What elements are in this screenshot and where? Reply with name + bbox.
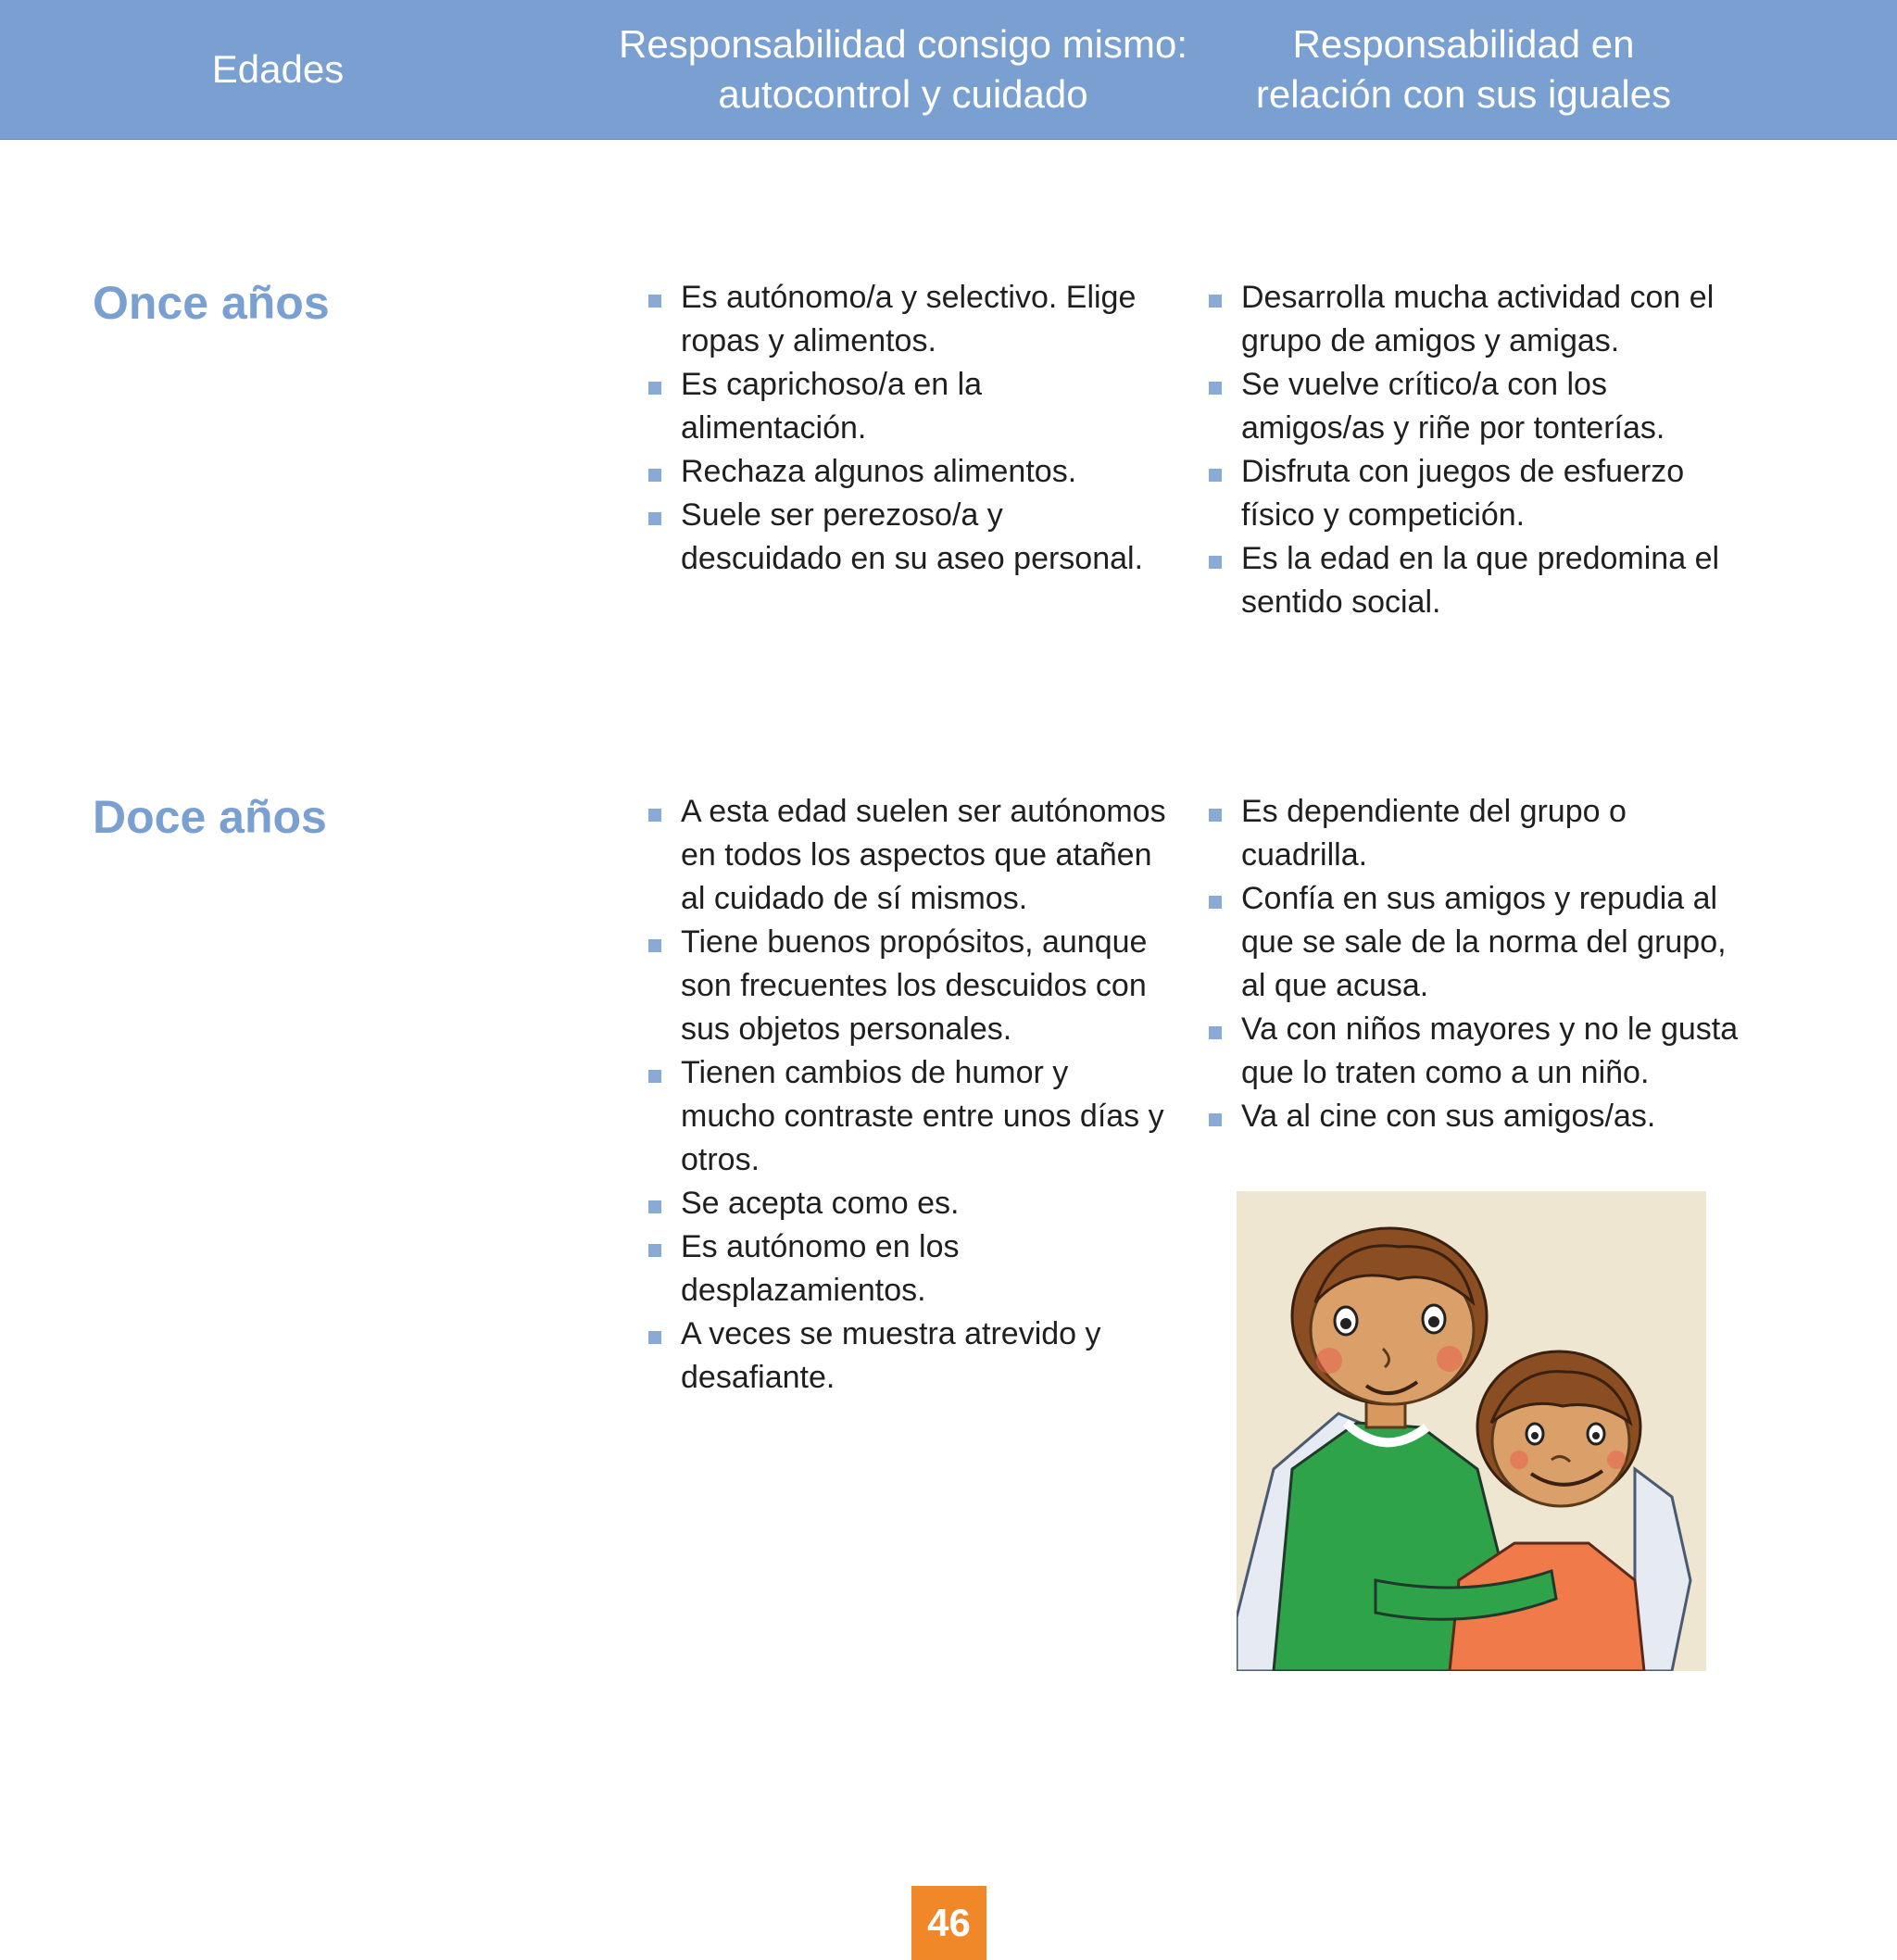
square-bullet-icon	[1209, 556, 1222, 569]
square-bullet-icon	[648, 1244, 661, 1257]
pupil-shape	[1340, 1318, 1351, 1329]
list-item: Es la edad en la que predomina el sentido social.	[1209, 537, 1746, 624]
square-bullet-icon	[648, 939, 661, 952]
list-item: Tienen cambios de humor y mucho contraste entre unos días y otros.	[648, 1051, 1167, 1182]
square-bullet-icon	[1209, 809, 1222, 822]
square-bullet-icon	[648, 1070, 661, 1083]
list-peers-eleven	[1209, 276, 1746, 624]
list-item: Confía en sus amigos y repudia al que se sale de la norma del grupo, al que acusa.	[1209, 877, 1746, 1008]
list-item: Va al cine con sus amigos/as.	[1209, 1095, 1746, 1138]
square-bullet-icon	[648, 295, 661, 308]
square-bullet-icon	[1209, 295, 1222, 308]
list-item: Tiene buenos propósitos, aunque son frecuentes los descuidos con sus objetos personales.	[648, 921, 1167, 1051]
age-title-twelve: Doce años	[93, 791, 327, 843]
header-col-peer-responsibility: Responsabilidad en relación con sus iguales	[1255, 22, 1672, 116]
list-self-eleven	[648, 276, 1167, 581]
children-hug-illustration	[1237, 1191, 1706, 1671]
list-item: A esta edad suelen ser autónomos en todos los aspectos que atañen al cuidado de sí mismos.	[648, 790, 1167, 921]
cheek-shape	[1316, 1348, 1342, 1374]
age-title-eleven: Once años	[93, 277, 330, 329]
square-bullet-icon	[648, 382, 661, 395]
list-peers-twelve	[1209, 790, 1746, 1138]
list-item: Es autónomo/a y selectivo. Elige ropas y alimentos.	[648, 276, 1167, 363]
square-bullet-icon	[1209, 1113, 1222, 1126]
pupil-shape	[1428, 1316, 1439, 1327]
cheek-shape	[1607, 1451, 1626, 1469]
table-header	[0, 0, 1897, 140]
list-item: Es dependiente del grupo o cuadrilla.	[1209, 790, 1746, 877]
page-number: 46	[911, 1886, 986, 1960]
cheek-shape	[1510, 1451, 1528, 1469]
pupil-shape	[1531, 1432, 1539, 1439]
cheek-shape	[1437, 1346, 1463, 1372]
square-bullet-icon	[1209, 382, 1222, 395]
square-bullet-icon	[648, 1331, 661, 1344]
list-item: Disfruta con juegos de esfuerzo físico y competición.	[1209, 450, 1746, 537]
square-bullet-icon	[648, 1200, 661, 1213]
list-item: A veces se muestra atrevido y desafiante.	[648, 1313, 1167, 1400]
pupil-shape	[1592, 1432, 1600, 1439]
square-bullet-icon	[1209, 469, 1222, 482]
square-bullet-icon	[1209, 896, 1222, 909]
header-col-ages: Edades	[211, 47, 345, 91]
square-bullet-icon	[648, 469, 661, 482]
square-bullet-icon	[1209, 1026, 1222, 1039]
list-item: Se vuelve crítico/a con los amigos/as y riñe por tonterías.	[1209, 363, 1746, 450]
list-item: Desarrolla mucha actividad con el grupo de amigos y amigas.	[1209, 276, 1746, 363]
list-item: Suele ser perezoso/a y descuidado en su aseo personal.	[648, 494, 1167, 581]
list-item: Rechaza algunos alimentos.	[648, 450, 1167, 494]
list-item: Es autónomo en los desplazamientos.	[648, 1225, 1167, 1313]
list-item: Es caprichoso/a en la alimentación.	[648, 363, 1167, 450]
list-self-twelve	[648, 790, 1167, 1400]
list-item: Va con niños mayores y no le gusta que lo traten como a un niño.	[1209, 1008, 1746, 1095]
header-col-self-responsibility: Responsabilidad consigo mismo: autocontrol y cuidado	[619, 22, 1187, 116]
list-item: Se acepta como es.	[648, 1182, 1167, 1225]
square-bullet-icon	[648, 809, 661, 822]
square-bullet-icon	[648, 512, 661, 525]
